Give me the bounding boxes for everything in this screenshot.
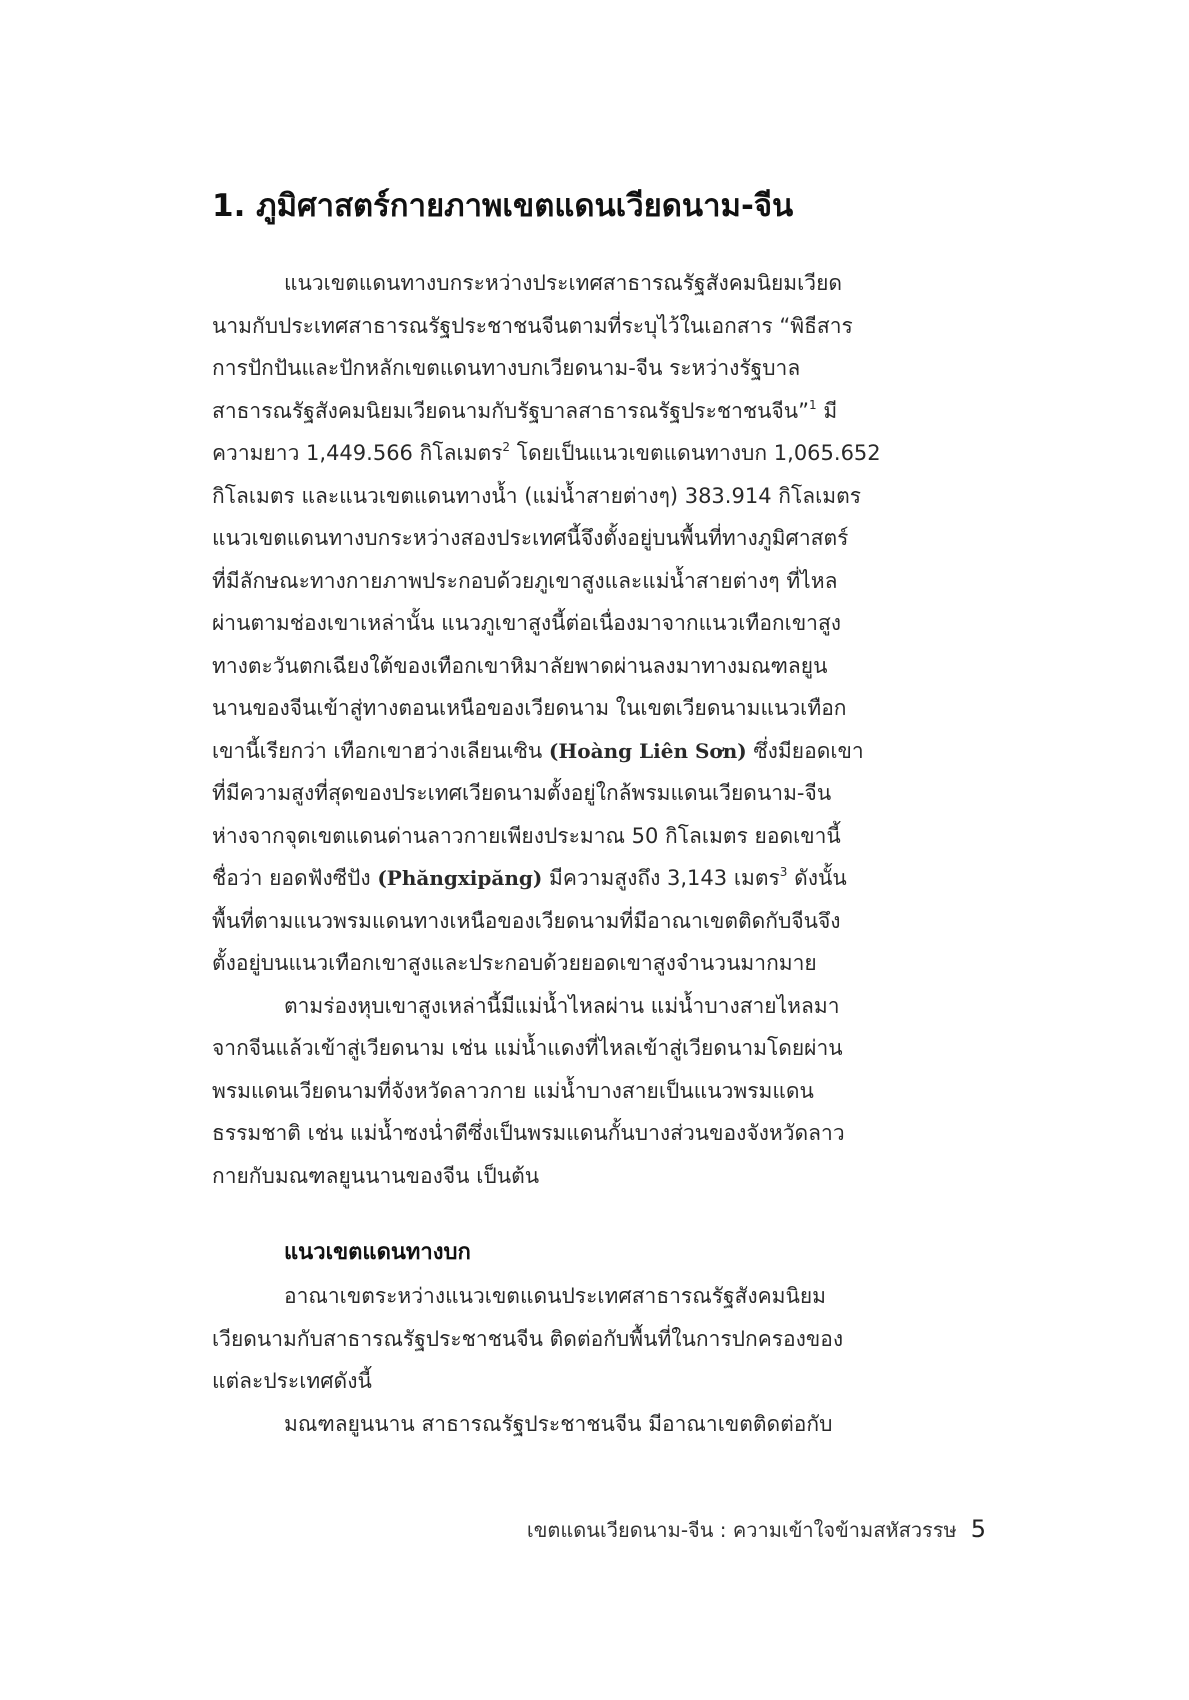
footnote-ref-1[interactable]: 1	[809, 397, 817, 412]
text-segment: โดยเป็นแนวเขตแดนทางบก 1,065.652	[510, 441, 881, 465]
text-segment: ซึ่งมียอดเขา	[746, 738, 864, 763]
text-line	[212, 730, 986, 773]
text-line: แต่ละประเทศดังนี้	[212, 1369, 372, 1393]
page-content	[212, 178, 986, 1445]
text-line: พื้นที่ตามแนวพรมแดนทางเหนือของเวียดนามที่มีอาณาเขตติดกับจีนจึง	[212, 908, 841, 933]
text-line: มณฑลยูนนาน สาธารณรัฐประชาชนจีน มีอาณาเขตติดต่อกับ	[284, 1411, 833, 1436]
text-line	[212, 390, 986, 433]
text-line: นานของจีนเข้าสู่ทางตอนเหนือของเวียดนาม ในเขตเวียดนามแนวเทือก	[212, 696, 847, 720]
text-line: แนวเขตแดนทางบกระหว่างสองประเทศนี้จึงตั้งอยู่บนพื้นที่ทางภูมิศาสตร์	[212, 526, 849, 550]
text-line: นามกับประเทศสาธารณรัฐประชาชนจีนตามที่ระบุไว้ในเอกสาร “พิธีสาร	[212, 313, 853, 338]
text-line	[212, 857, 986, 900]
text-line: ตั้งอยู่บนแนวเทือกเขาสูงและประกอบด้วยยอดเขาสูงจำนวนมากมาย	[212, 951, 817, 975]
text-segment: ชื่อว่า ยอดฟังซีปัง	[212, 866, 378, 890]
text-line: ที่มีความสูงที่สุดของประเทศเวียดนามตั้งอยู่ใกล้พรมแดนเวียดนาม-จีน	[212, 781, 832, 805]
text-segment: มี	[816, 398, 838, 423]
text-line: เวียดนามกับสาธารณรัฐประชาชนจีน ติดต่อกับพื้นที่ในการปกครองของ	[212, 1326, 844, 1351]
latin-term-hoang-lien-son: (Hoàng Liên Sơn)	[548, 738, 747, 763]
text-segment: มีความสูงถึง 3,143 เมตร	[542, 866, 780, 890]
text-line: ทางตะวันตกเฉียงใต้ของเทือกเขาหิมาลัยพาดผ่านลงมาทางมณฑลยูน	[212, 653, 828, 678]
paragraph-territory	[212, 1275, 986, 1403]
text-line: ที่มีลักษณะทางกายภาพประกอบด้วยภูเขาสูงและแม่น้ำสายต่างๆ ที่ไหล	[212, 568, 838, 593]
text-line: การปักปันและปักหลักเขตแดนทางบกเวียดนาม-จีน ระหว่างรัฐบาล	[212, 356, 801, 380]
text-line: แนวเขตแดนทางบกระหว่างประเทศสาธารณรัฐสังคมนิยมเวียด	[284, 271, 843, 295]
text-line: ตามร่องหุบเขาสูงเหล่านี้มีแม่น้ำไหลผ่าน แม่น้ำบางสายไหลมา	[284, 993, 840, 1018]
footnote-ref-3[interactable]: 3	[779, 865, 788, 879]
chapter-heading: 1. ภูมิศาสตร์กายภาพเขตแดนเวียดนาม-จีน	[212, 188, 794, 224]
text-line: ผ่านตามช่องเขาเหล่านั้น แนวภูเขาสูงนี้ต่อเนื่องมาจากแนวเทือกเขาสูง	[212, 611, 842, 635]
text-segment: เขานี้เรียกว่า เทือกเขาฮว่างเลียนเซิน	[212, 738, 549, 763]
text-line: กิโลเมตร และแนวเขตแดนทางน้ำ (แม่น้ำสายต่างๆ) 383.914 กิโลเมตร	[212, 483, 862, 508]
text-line: จากจีนแล้วเข้าสู่เวียดนาม เช่น แม่น้ำแดงที่ไหลเข้าสู่เวียดนามโดยผ่าน	[212, 1036, 843, 1060]
text-line: อาณาเขตระหว่างแนวเขตแดนประเทศสาธารณรัฐสังคมนิยม	[284, 1284, 827, 1308]
text-line: กายกับมณฑลยูนนานของจีน เป็นต้น	[212, 1163, 540, 1188]
page-footer	[212, 1512, 986, 1547]
paragraph-geography-intro	[212, 262, 986, 985]
text-line	[212, 432, 986, 475]
paragraph-rivers	[212, 985, 986, 1198]
text-line: ห่างจากจุดเขตแดนด่านลาวกายเพียงประมาณ 50 กิโลเมตร ยอดเขานี้	[212, 823, 841, 848]
footnote-ref-2[interactable]: 2	[502, 440, 511, 454]
text-line: ธรรมชาติ เช่น แม่น้ำซงน่ำตีซึ่งเป็นพรมแดนกั้นบางส่วนของจังหวัดลาว	[212, 1121, 845, 1145]
text-segment: ความยาว 1,449.566 กิโลเมตร	[212, 441, 503, 465]
paragraph-yunnan	[212, 1403, 986, 1446]
latin-term-phangxipang: (Phăngxipăng)	[377, 866, 543, 890]
running-title: เขตแดนเวียดนาม-จีน : ความเข้าใจข้ามสหัสวรรษ	[526, 1518, 957, 1542]
text-line: พรมแดนเวียดนามที่จังหวัดลาวกาย แม่น้ำบางสายเป็นแนวพรมแดน	[212, 1078, 814, 1103]
text-segment: ดังนั้น	[787, 866, 847, 890]
text-segment: สาธารณรัฐสังคมนิยมเวียดนามกับรัฐบาลสาธารณรัฐประชาชนจีน”	[212, 398, 810, 423]
page-number: 5	[970, 1515, 986, 1543]
section-subheading: แนวเขตแดนทางบก	[284, 1240, 471, 1265]
